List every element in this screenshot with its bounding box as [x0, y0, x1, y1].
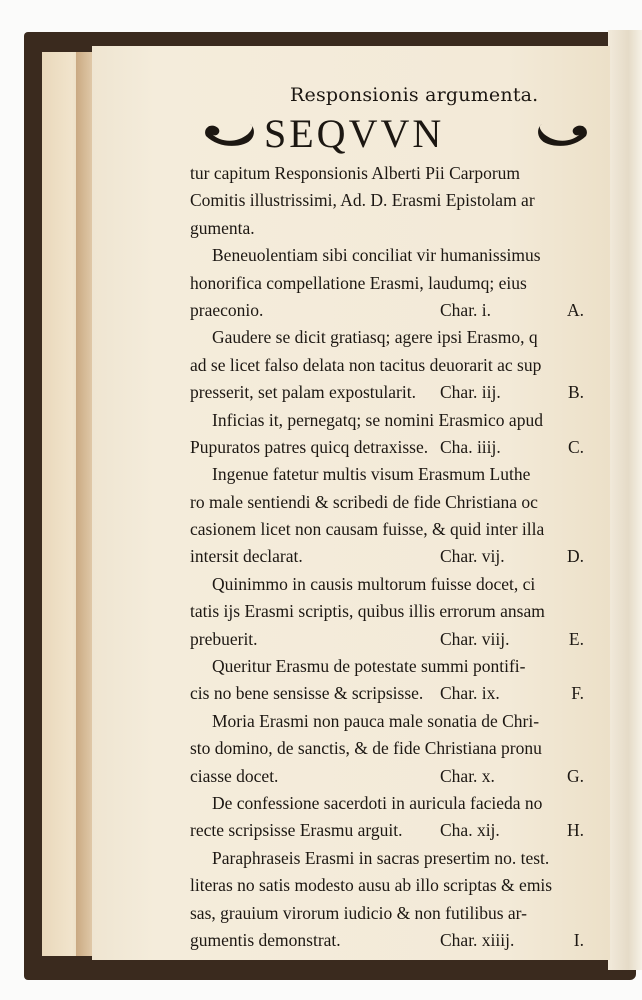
- text-line: [190, 215, 600, 242]
- text-line: [190, 900, 600, 927]
- line-text: Gaudere se dicit gratiasq; agere ipsi Erasmo, q: [212, 327, 538, 348]
- text-line: [190, 680, 600, 707]
- chapter-reference: Cha. iiij.: [440, 436, 501, 457]
- text-line: [190, 160, 600, 187]
- text-line: [190, 817, 600, 844]
- line-text: cis no bene sensisse & scripsisse.: [190, 683, 424, 704]
- text-line: [190, 187, 600, 214]
- text-line: [190, 708, 600, 735]
- text-line: [190, 379, 600, 406]
- fleuron-right-icon: [536, 118, 592, 150]
- text-line: [190, 543, 600, 570]
- text-line: [190, 516, 600, 543]
- section-letter: E.: [568, 628, 584, 649]
- line-text: Ingenue fatetur multis visum Erasmum Luthe: [212, 464, 531, 485]
- fleuron-left-icon: [200, 118, 256, 150]
- section-title: SEQVVN: [264, 111, 445, 156]
- chapter-reference: Char. viij.: [440, 628, 510, 649]
- line-text: Moria Erasmi non pauca male sonatia de Chri-: [212, 710, 540, 731]
- text-line: [190, 571, 600, 598]
- line-text: prebuerit.: [190, 628, 258, 649]
- text-line: [190, 763, 600, 790]
- section-letter: C.: [567, 436, 584, 457]
- section-letter: A.: [566, 299, 584, 320]
- chapter-reference: Char. i.: [440, 299, 492, 320]
- line-text: ad se licet falso delata non tacitus deuorarit ac sup: [190, 354, 542, 375]
- line-text: gumenta.: [190, 217, 255, 238]
- argument-list: [190, 160, 600, 954]
- text-line: [190, 790, 600, 817]
- chapter-reference: Char. ix.: [440, 683, 500, 704]
- line-text: ro male sentiendi & scribedi de fide Christiana oc: [190, 491, 538, 512]
- line-text: Quinimmo in causis multorum fuisse docet, ci: [212, 573, 536, 594]
- section-letter: I.: [573, 929, 584, 950]
- line-text: Beneuolentiam sibi conciliat vir humanissimus: [212, 245, 541, 266]
- line-text: Queritur Erasmu de potestate summi pontifi-: [212, 656, 526, 677]
- line-text: tur capitum Responsionis Alberti Pii Carporum: [190, 163, 521, 183]
- text-line: [190, 324, 600, 351]
- line-text: praeconio.: [190, 299, 264, 320]
- line-text: Pupuratos patres quicq detraxisse.: [190, 436, 429, 457]
- line-text: presserit, set palam expostularit.: [190, 382, 416, 403]
- line-text: Inficias it, pernegatq; se nomini Erasmico apud: [212, 409, 543, 430]
- line-text: tatis ijs Erasmi scriptis, quibus illis errorum ansam: [190, 601, 545, 622]
- line-text: De confessione sacerdoti in auricula facieda no: [212, 792, 543, 813]
- fore-edge-pages: [608, 30, 642, 970]
- line-text: Paraphraseis Erasmi in sacras presertim no. test.: [212, 847, 550, 868]
- section-letter: H.: [566, 820, 584, 841]
- text-line: [190, 352, 600, 379]
- text-line: [190, 598, 600, 625]
- line-text: literas no satis modesto ausu ab illo scriptas & emis: [190, 875, 553, 896]
- section-letter: D.: [566, 546, 584, 567]
- text-line: [190, 297, 600, 324]
- section-letter: F.: [571, 683, 584, 704]
- line-text: ciasse docet.: [190, 765, 279, 786]
- text-line: [190, 489, 600, 516]
- text-line: [190, 927, 600, 954]
- line-text: Comitis illustrissimi, Ad. D. Erasmi Epistolam ar: [190, 190, 535, 211]
- line-text: honorifica compellatione Erasmi, laudumq; eius: [190, 272, 527, 293]
- section-letter: B.: [567, 382, 584, 403]
- text-line: [190, 270, 600, 297]
- text-line: [190, 626, 600, 653]
- text-line: [190, 407, 600, 434]
- text-line: [190, 461, 600, 488]
- chapter-reference: Char. vij.: [440, 546, 505, 567]
- running-heading: Responsionis argumenta.: [290, 84, 539, 106]
- title-row: [200, 110, 590, 162]
- text-line: [190, 845, 600, 872]
- chapter-reference: Char. xiiij.: [440, 929, 515, 950]
- text-line: [190, 872, 600, 899]
- line-text: sto domino, de sanctis, & de fide Christiana pronu: [190, 738, 542, 759]
- chapter-reference: Cha. xij.: [440, 820, 500, 841]
- text-line: [190, 735, 600, 762]
- chapter-reference: Char. iij.: [440, 382, 501, 403]
- text-line: [190, 653, 600, 680]
- chapter-reference: Char. x.: [440, 765, 495, 786]
- line-text: recte scripsisse Erasmu arguit.: [190, 820, 403, 841]
- text-line: [190, 434, 600, 461]
- section-letter: G.: [566, 765, 584, 786]
- line-text: sas, grauium virorum iudicio & non futilibus ar-: [190, 902, 527, 923]
- text-line: [190, 242, 600, 269]
- line-text: gumentis demonstrat.: [190, 929, 341, 950]
- line-text: casionem licet non causam fuisse, & quid inter illa: [190, 519, 545, 540]
- line-text: intersit declarat.: [190, 546, 303, 567]
